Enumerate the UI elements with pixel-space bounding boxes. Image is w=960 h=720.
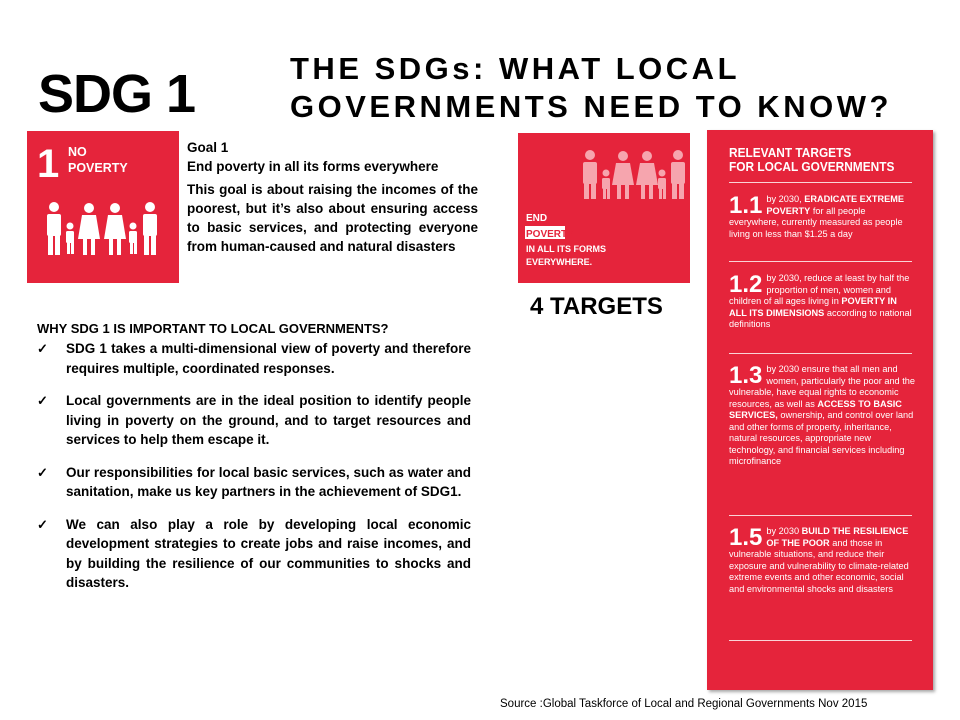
goal-label-line-2: POVERTY: [68, 161, 128, 175]
list-item-text: SDG 1 takes a multi-dimensional view of poverty and therefore requires multiple, coordinated responses.: [66, 341, 471, 376]
goal-description: This goal is about raising the incomes of the poorest, but it’s also about ensuring access to basic services, and protecting everyone from human-caused and natural disasters: [187, 182, 478, 254]
target-1-3: [729, 364, 915, 468]
list-item-text: Local governments are in the ideal position to identify people living in poverty on the ground, and to target resources and services to help them escape it.: [66, 393, 471, 447]
target-number: 1.2: [729, 271, 763, 298]
why-list: [37, 339, 471, 606]
checkmark-icon: ✓: [37, 393, 48, 408]
end-poverty-icon: [518, 133, 690, 283]
headline-line-2: GOVERNMENTS NEED TO KNOW?: [290, 89, 892, 124]
goal-label-line-1: NO: [68, 145, 87, 159]
target-text: according to national definitions: [729, 307, 912, 329]
target-text: for all people everywhere, currently measured as people living on less than $1.25 a day: [729, 205, 903, 239]
source-citation: Source :Global Taskforce of Local and Regional Governments Nov 2015: [500, 698, 868, 710]
sdg1-no-poverty-icon: [27, 131, 179, 283]
divider: [729, 640, 912, 641]
list-item: [37, 515, 471, 593]
target-text: by 2030, reduce at least by half the proportion of men, women and children of all ages living in: [729, 273, 910, 306]
target-emphasis: ERADICATE EXTREME POVERTY: [766, 194, 905, 216]
list-item-text: Our responsibilities for local basic services, such as water and sanitation, make us key partners in the achievement of SDG1.: [66, 464, 471, 499]
goal-number: 1: [37, 142, 60, 186]
panel-title: [729, 146, 894, 174]
target-text: and those in vulnerable situations, and reduce their exposure and vulnerability to climate-related extreme events and other economic, social and environmental shocks and disasters: [729, 537, 909, 594]
icon-line-4: EVERYWHERE.: [526, 257, 593, 267]
target-text: by 2030 ensure that all men and women, particularly the poor and the vulnerable, have equal rights to economic resources, as well as: [729, 364, 915, 409]
list-item: [37, 391, 471, 450]
page-title: SDG 1: [38, 64, 196, 124]
icon-line-1: END: [526, 213, 548, 224]
headline: [290, 50, 892, 126]
relevant-targets-panel: [707, 130, 933, 690]
why-heading: WHY SDG 1 IS IMPORTANT TO LOCAL GOVERNMENTS?: [37, 321, 389, 336]
family-icon: [518, 133, 690, 283]
divider: [729, 353, 912, 354]
target-emphasis: BUILD THE RESILIENCE OF THE POOR: [766, 526, 909, 548]
target-text: ownership, and control over land and other forms of property, inheritance, natural resources, appropriate new technology, and financial services including microfinance: [729, 410, 914, 466]
target-text: by 2030: [766, 526, 800, 536]
goal-statement: End poverty in all its forms everywhere: [187, 159, 439, 174]
target-number: 1.3: [729, 362, 763, 389]
target-emphasis: ACCESS TO BASIC SERVICES,: [729, 398, 902, 420]
list-item-text: We can also play a role by developing local economic development strategies to create jobs and raise incomes, and by building the resilience of our communities to shocks and disasters.: [66, 516, 471, 590]
checkmark-icon: ✓: [37, 464, 48, 480]
targets-count: 4 TARGETS: [530, 293, 663, 320]
icon-line-3: IN ALL ITS FORMS: [526, 244, 606, 254]
checkmark-icon: ✓: [37, 341, 48, 356]
icon-line-2: POVERTY: [526, 229, 574, 240]
headline-line-1: THE SDGs: WHAT LOCAL: [290, 51, 741, 86]
panel-title-line-1: RELEVANT TARGETS: [729, 146, 852, 160]
goal-description-block: [187, 138, 478, 260]
list-item: [37, 463, 471, 502]
goal-label-text: Goal 1: [187, 140, 229, 155]
goal-label: [187, 138, 478, 176]
divider: [729, 515, 912, 516]
target-number: 1.1: [729, 192, 763, 219]
target-emphasis: POVERTY IN ALL ITS DIMENSIONS: [729, 296, 897, 318]
checkmark-icon: ✓: [37, 516, 48, 532]
poverty-family-icon: [27, 131, 179, 283]
target-number: 1.5: [729, 524, 763, 551]
divider: [729, 261, 912, 262]
target-1-1: [729, 194, 915, 240]
target-1-2: [729, 273, 915, 331]
divider: [729, 182, 912, 183]
list-item: [37, 339, 471, 378]
panel-title-line-2: FOR LOCAL GOVERNMENTS: [729, 160, 895, 174]
target-text: by 2030,: [766, 194, 802, 204]
target-1-5: [729, 526, 915, 595]
